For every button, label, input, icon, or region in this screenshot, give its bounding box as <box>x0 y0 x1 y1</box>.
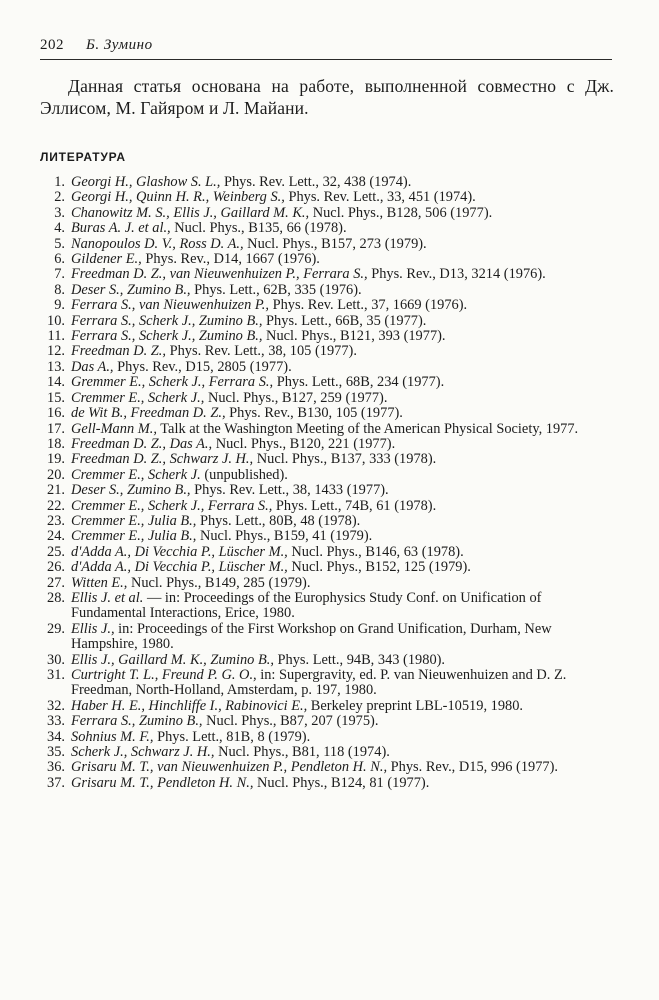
reference-authors: Gildener E., <box>71 251 142 268</box>
reference-source: Nucl. Phys., B87, 207 (1975). <box>202 713 379 730</box>
reference-source: Phys. Rev. Lett., 38, 105 (1977). <box>166 343 357 360</box>
reference-number: 13. <box>47 358 65 375</box>
reference-item <box>40 267 618 282</box>
reference-number: 15. <box>47 389 65 406</box>
reference-source: Phys. Rev. Lett., 37, 1669 (1976). <box>269 297 468 314</box>
reference-authors: Deser S., Zumino B., <box>71 281 191 298</box>
reference-item <box>40 529 618 544</box>
reference-number: 3. <box>54 204 65 221</box>
reference-authors: Freedman D. Z., <box>71 343 166 360</box>
reference-number: 23. <box>47 512 65 529</box>
reference-source: (unpublished). <box>200 466 288 483</box>
reference-item <box>40 206 618 221</box>
reference-item <box>40 483 618 498</box>
reference-source: Phys. Rev., B130, 105 (1977). <box>225 405 403 422</box>
reference-authors: Freedman D. Z., Schwarz J. H., <box>71 451 254 468</box>
reference-authors: Scherk J., Schwarz J. H., <box>71 744 215 761</box>
reference-authors: Ferrara S., Scherk J., Zumino B., <box>71 312 263 329</box>
reference-item <box>40 653 618 668</box>
acknowledgement-paragraph: Данная статья основана на работе, выполненной совместно с Дж. Эллисом, М. Гайяром и Л. Майани. <box>40 76 614 118</box>
reference-item <box>40 714 618 729</box>
reference-source: Nucl. Phys., B124, 81 (1977). <box>253 774 430 791</box>
reference-item <box>40 760 618 775</box>
reference-source: in: Proceedings of the First Workshop on Grand Unification, Durham, New Hampshire, 1980. <box>71 620 552 653</box>
reference-source: Nucl. Phys., B137, 333 (1978). <box>253 451 437 468</box>
reference-number: 11. <box>47 328 65 345</box>
reference-item <box>40 422 618 437</box>
reference-source: Phys. Lett., 94B, 343 (1980). <box>273 651 446 668</box>
reference-authors: d'Adda A., Di Vecchia P., Lüscher M., <box>71 543 288 560</box>
reference-item <box>40 360 618 375</box>
reference-authors: Nanopoulos D. V., Ross D. A., <box>71 235 244 252</box>
reference-number: 28. <box>47 589 65 606</box>
reference-item <box>40 344 618 359</box>
reference-item <box>40 776 618 791</box>
page-number: 202 <box>40 37 64 53</box>
reference-item <box>40 314 618 329</box>
reference-item <box>40 514 618 529</box>
reference-number: 17. <box>47 420 65 437</box>
reference-authors: Ferrara S., van Nieuwenhuizen P., <box>71 297 269 314</box>
reference-source: Nucl. Phys., B146, 63 (1978). <box>287 543 464 560</box>
reference-authors: Witten E., <box>71 574 128 591</box>
reference-item <box>40 175 618 190</box>
reference-number: 19. <box>47 451 65 468</box>
reference-authors: Curtright T. L., Freund P. G. O., <box>71 667 257 683</box>
header-rule <box>40 59 612 60</box>
reference-number: 1. <box>54 174 65 190</box>
reference-item <box>40 283 618 298</box>
reference-item <box>40 391 618 406</box>
reference-number: 32. <box>47 697 65 714</box>
reference-source: Phys. Rev. Lett., 38, 1433 (1977). <box>190 482 389 499</box>
reference-item <box>40 298 618 313</box>
reference-authors: Ferrara S., Zumino B., <box>71 713 203 730</box>
reference-item <box>40 190 618 205</box>
reference-number: 8. <box>54 281 65 298</box>
reference-number: 35. <box>47 744 65 761</box>
reference-authors: Buras A. J. et al., <box>71 220 171 237</box>
reference-source: Nucl. Phys., B157, 273 (1979). <box>243 235 427 252</box>
reference-item <box>40 406 618 421</box>
reference-source: Nucl. Phys., B128, 506 (1977). <box>309 204 493 221</box>
reference-source: Phys. Lett., 62B, 335 (1976). <box>190 281 362 298</box>
references-list <box>40 175 618 791</box>
reference-item <box>40 576 618 591</box>
reference-authors: Georgi H., Glashow S. L., <box>71 174 221 190</box>
reference-authors: Grisaru M. T., Pendleton H. N., <box>71 774 254 791</box>
reference-number: 36. <box>47 759 65 776</box>
reference-item <box>40 237 618 252</box>
reference-number: 2. <box>54 189 65 206</box>
reference-number: 27. <box>47 574 65 591</box>
reference-authors: Cremmer E., Julia B., <box>71 512 197 529</box>
reference-source: Nucl. Phys., B120, 221 (1977). <box>212 435 396 452</box>
reference-item <box>40 622 618 653</box>
reference-authors: Gell-Mann M., <box>71 420 157 437</box>
reference-source: Phys. Lett., 80B, 48 (1978). <box>196 512 361 529</box>
reference-item <box>40 375 618 390</box>
reference-number: 4. <box>54 220 65 237</box>
reference-source: Nucl. Phys., B135, 66 (1978). <box>170 220 347 237</box>
reference-number: 31. <box>47 667 65 683</box>
reference-authors: Freedman D. Z., van Nieuwenhuizen P., Ferrara S., <box>71 266 368 283</box>
reference-item <box>40 591 618 622</box>
reference-authors: Ferrara S., Scherk J., Zumino B., <box>71 328 263 345</box>
reference-item <box>40 252 618 267</box>
reference-number: 14. <box>47 374 65 391</box>
reference-source: Talk at the Washington Meeting of the American Physical Society, 1977. <box>156 420 579 437</box>
reference-item <box>40 437 618 452</box>
reference-source: Phys. Rev., D15, 996 (1977). <box>387 759 558 776</box>
reference-number: 21. <box>47 482 65 499</box>
reference-item <box>40 745 618 760</box>
reference-number: 9. <box>54 297 65 314</box>
reference-authors: Chanowitz M. S., Ellis J., Gaillard M. K., <box>71 204 310 221</box>
reference-item <box>40 730 618 745</box>
reference-number: 30. <box>47 651 65 668</box>
reference-item <box>40 221 618 236</box>
reference-source: Phys. Rev., D14, 1667 (1976). <box>141 251 320 268</box>
reference-number: 26. <box>47 559 65 576</box>
reference-source: Phys. Rev., D15, 2805 (1977). <box>113 358 292 375</box>
reference-item <box>40 668 618 699</box>
reference-item <box>40 452 618 467</box>
reference-authors: Deser S., Zumino B., <box>71 482 191 499</box>
reference-authors: d'Adda A., Di Vecchia P., Lüscher M., <box>71 559 288 576</box>
reference-authors: Cremmer E., Julia B., <box>71 528 197 545</box>
reference-item <box>40 499 618 514</box>
reference-number: 20. <box>47 466 65 483</box>
reference-authors: Das A., <box>71 358 114 375</box>
reference-authors: Sohnius M. F., <box>71 728 154 745</box>
reference-number: 6. <box>54 251 65 268</box>
reference-source: Nucl. Phys., B152, 125 (1979). <box>287 559 471 576</box>
reference-authors: de Wit B., Freedman D. Z., <box>71 405 226 422</box>
reference-item <box>40 329 618 344</box>
reference-authors: Ellis J., <box>71 620 115 637</box>
reference-number: 16. <box>47 405 65 422</box>
reference-source: — in: Proceedings of the Europhysics Study Conf. on Unification of Fundamental Interactions, Erice, 1980. <box>71 589 542 622</box>
reference-number: 12. <box>47 343 65 360</box>
reference-item <box>40 560 618 575</box>
reference-authors: Cremmer E., Scherk J., Ferrara S., <box>71 497 273 514</box>
running-header <box>40 36 612 54</box>
reference-source: Phys. Rev. Lett., 33, 451 (1974). <box>284 189 476 206</box>
reference-authors: Grisaru M. T., van Nieuwenhuizen P., Pendleton H. N., <box>71 759 388 776</box>
reference-number: 29. <box>47 620 65 637</box>
reference-source: Phys. Lett., 81B, 8 (1979). <box>153 728 311 745</box>
reference-item <box>40 699 618 714</box>
reference-source: Nucl. Phys., B121, 393 (1977). <box>262 328 446 345</box>
reference-authors: Georgi H., Quinn H. R., Weinberg S., <box>71 189 285 206</box>
reference-number: 7. <box>54 266 65 283</box>
reference-source: Nucl. Phys., B127, 259 (1977). <box>204 389 388 406</box>
reference-number: 33. <box>47 713 65 730</box>
reference-source: Phys. Rev. Lett., 32, 438 (1974). <box>220 174 412 190</box>
reference-number: 10. <box>47 312 65 329</box>
reference-number: 37. <box>47 774 65 791</box>
reference-item <box>40 468 618 483</box>
reference-authors: Cremmer E., Scherk J., <box>71 389 205 406</box>
reference-authors: Haber H. E., Hinchliffe I., Rabinovici E., <box>71 697 308 714</box>
reference-source: Nucl. Phys., B159, 41 (1979). <box>196 528 373 545</box>
reference-authors: Gremmer E., Scherk J., Ferrara S., <box>71 374 274 391</box>
reference-source: Berkeley preprint LBL-10519, 1980. <box>307 697 524 714</box>
running-author: Б. Зумино <box>86 37 153 53</box>
reference-source: Nucl. Phys., B81, 118 (1974). <box>214 744 390 761</box>
reference-item <box>40 545 618 560</box>
reference-number: 24. <box>47 528 65 545</box>
reference-number: 25. <box>47 543 65 560</box>
reference-authors: Freedman D. Z., Das A., <box>71 435 213 452</box>
reference-number: 18. <box>47 435 65 452</box>
reference-authors: Ellis J. et al. <box>71 589 144 606</box>
reference-source: Nucl. Phys., B149, 285 (1979). <box>127 574 311 591</box>
reference-source: Phys. Lett., 68B, 234 (1977). <box>273 374 445 391</box>
reference-source: Phys. Lett., 74B, 61 (1978). <box>272 497 437 514</box>
reference-number: 34. <box>47 728 65 745</box>
reference-number: 22. <box>47 497 65 514</box>
references-heading: ЛИТЕРАТУРА <box>40 150 126 164</box>
reference-source: in: Supergravity, ed. P. van Nieuwenhuizen and D. Z. Freedman, North-Holland, Amsterdam, p. 197, 1980. <box>71 667 567 699</box>
reference-authors: Ellis J., Gaillard M. K., Zumino B., <box>71 651 274 668</box>
reference-source: Phys. Rev., D13, 3214 (1976). <box>367 266 546 283</box>
reference-number: 5. <box>54 235 65 252</box>
reference-source: Phys. Lett., 66B, 35 (1977). <box>262 312 427 329</box>
reference-authors: Cremmer E., Scherk J. <box>71 466 201 483</box>
